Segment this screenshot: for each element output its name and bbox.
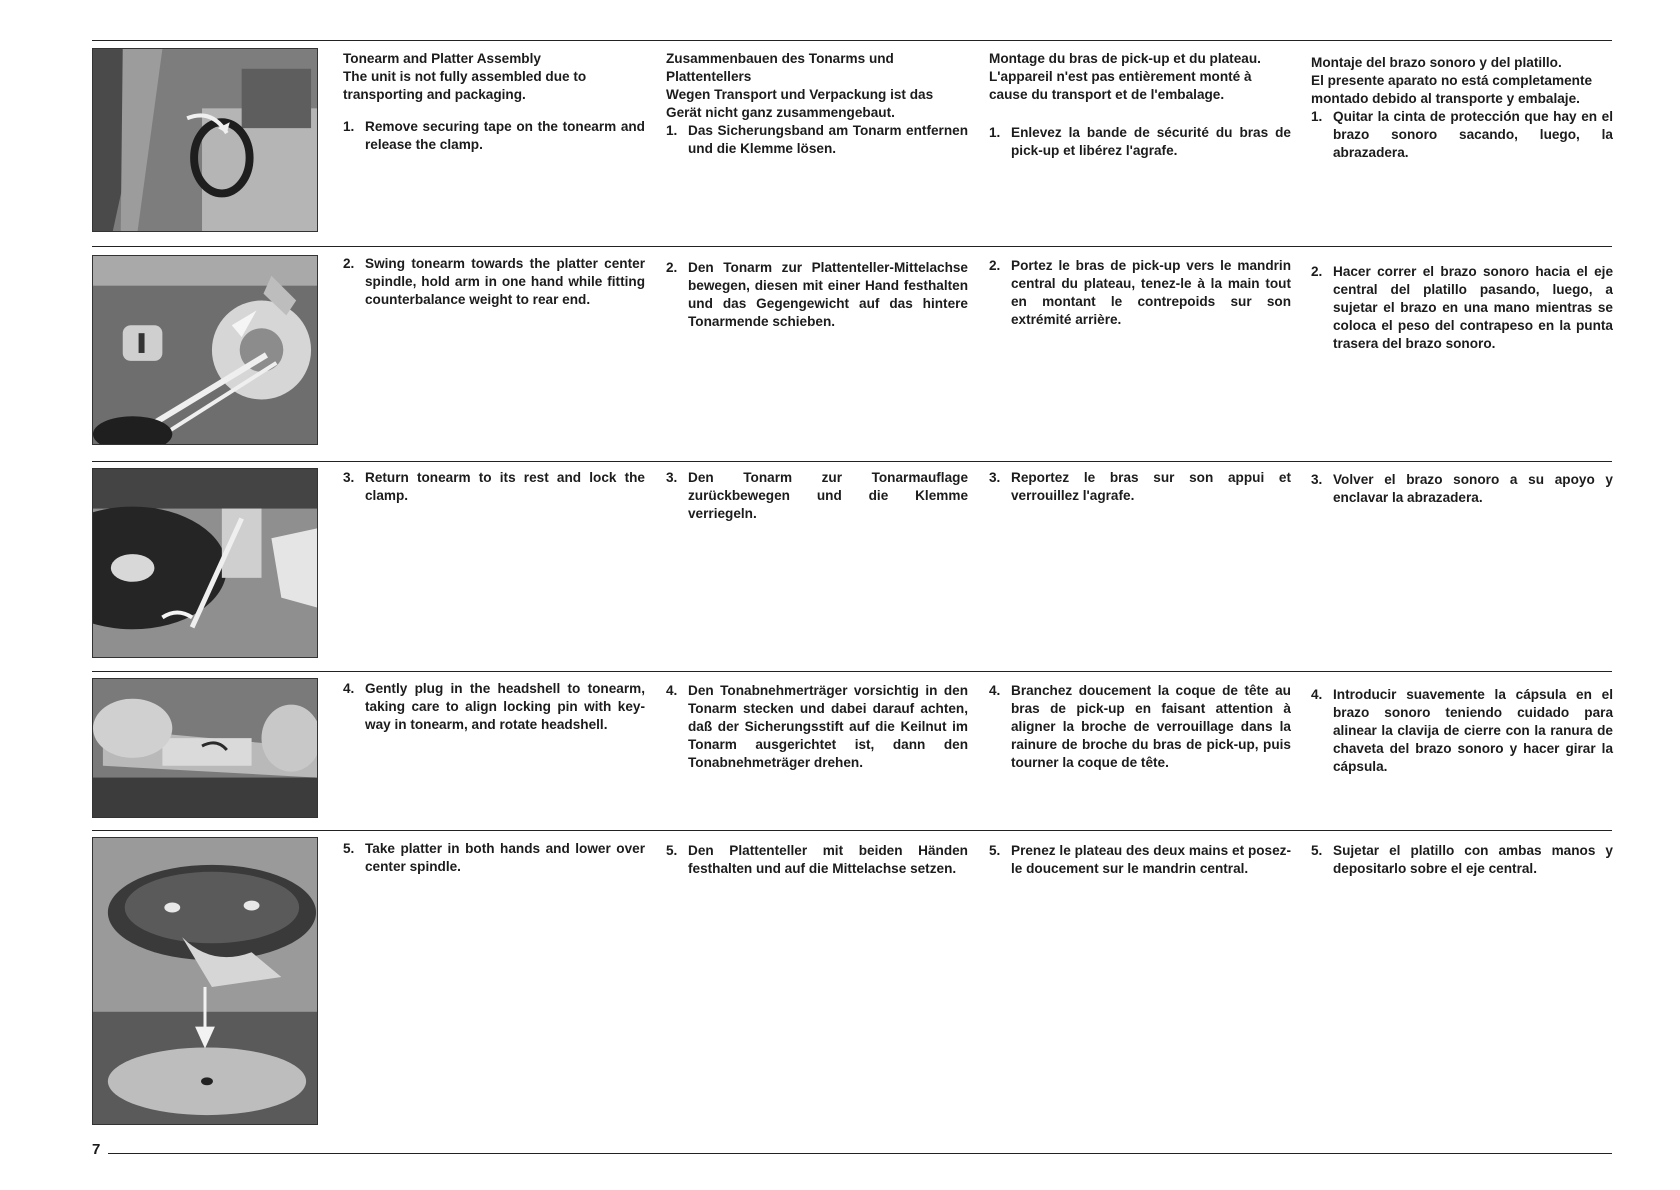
instruction-item (989, 842, 1291, 878)
item-text: Volver el brazo sonoro a su apoyo y enclavar la abrazadera. (1333, 472, 1613, 505)
footer-rule (108, 1153, 1612, 1154)
instruction-item (989, 469, 1291, 505)
intro-spanish: El presente aparato no está completamente montado debido al transporte y embalaje. (1311, 73, 1593, 106)
step-divider (92, 246, 1612, 247)
step4-german (666, 682, 968, 772)
step2-french (989, 257, 1291, 329)
item-text: Gently plug in the headshell to tonearm, taking care to align locking pin with key-way in tonearm, and rotate headshell. (365, 681, 645, 732)
intro-german: Wegen Transport und Verpackung ist das Gerät nicht ganz zusammengebaut. (666, 87, 934, 120)
instruction-item (343, 469, 645, 505)
instruction-item (343, 255, 645, 309)
item-number: 3. (343, 470, 355, 485)
instruction-item (666, 682, 968, 772)
item-text: Portez le bras de pick-up vers le mandrin central du plateau, tenez-le à la main tout en montant le contrepoids sur son extrémité arrière. (1011, 258, 1291, 327)
step1-german (666, 50, 968, 158)
heading-english: Tonearm and Platter Assembly (343, 51, 541, 66)
instruction-item (989, 682, 1291, 772)
photo-counterweight (92, 255, 318, 445)
item-number: 1. (1311, 109, 1323, 124)
step3-german (666, 469, 968, 523)
instruction-item (343, 118, 645, 154)
item-text: Den Plattenteller mit beiden Händen festhalten und auf die Mittelachse setzen. (688, 843, 968, 876)
item-number: 3. (989, 470, 1001, 485)
item-text: Enlevez la bande de sécurité du bras de pick-up et libérez l'agrafe. (1011, 125, 1291, 158)
instruction-item (989, 124, 1291, 160)
item-text: Branchez doucement la coque de tête au bras de pick-up en faisant attention à aligner la broche de verrouillage dans la rainure de broche du bras de pick-up, puis tourner la coque de tête. (1011, 683, 1291, 770)
item-text: Hacer correr el brazo sonoro hacia el eje central del platillo pasando, luego, a sujetar el brazo en una mano mientras se coloca el peso del contrapeso en la punta trasera del brazo sonoro. (1333, 264, 1613, 351)
step4-english (343, 680, 645, 734)
heading-french: Montage du bras de pick-up et du plateau. (989, 51, 1261, 66)
item-number: 4. (1311, 687, 1323, 702)
step1-english (343, 50, 645, 154)
step5-english (343, 840, 645, 876)
step-divider (92, 40, 1612, 41)
item-text: Return tonearm to its rest and lock the clamp. (365, 470, 645, 503)
step5-spanish (1311, 842, 1613, 878)
step3-english (343, 469, 645, 505)
item-text: Quitar la cinta de protección que hay en el brazo sonoro sacando, luego, la abrazadera. (1333, 109, 1613, 160)
step3-spanish (1311, 471, 1613, 507)
item-number: 3. (666, 470, 678, 485)
item-text: Sujetar el platillo con ambas manos y depositarlo sobre el eje central. (1333, 843, 1613, 876)
step-divider (92, 671, 1612, 672)
item-text: Remove securing tape on the tonearm and release the clamp. (365, 119, 645, 152)
item-text: Den Tonabnehmerträger vorsichtig in den Tonarm stecken und dabei darauf achten, daß der Sicherungsstift auf die Keilnut im Tonarm ausgerichtet ist, dann den Tonabnehmeträger drehen. (688, 683, 968, 770)
item-number: 2. (1311, 264, 1323, 279)
step1-spanish (1311, 54, 1613, 162)
step5-french (989, 842, 1291, 878)
item-number: 5. (666, 843, 678, 858)
step4-spanish (1311, 686, 1613, 776)
step2-english (343, 255, 645, 309)
page-number: 7 (92, 1141, 101, 1158)
instruction-item (666, 842, 968, 878)
photo-headshell (92, 678, 318, 818)
item-text: Swing tonearm towards the platter center spindle, hold arm in one hand while fitting counterbalance weight to rear end. (365, 256, 645, 307)
instruction-item (343, 680, 645, 734)
item-number: 1. (666, 123, 678, 138)
item-number: 4. (343, 681, 355, 696)
item-number: 4. (666, 683, 678, 698)
heading-german: Zusammenbauen des Tonarms und Plattentellers (666, 51, 894, 84)
item-text: Prenez le plateau des deux mains et posez-le doucement sur le mandrin central. (1011, 843, 1291, 876)
instruction-item (666, 469, 968, 523)
item-number: 4. (989, 683, 1001, 698)
instruction-item (1311, 471, 1613, 507)
item-number: 3. (1311, 472, 1323, 487)
item-number: 5. (343, 841, 355, 856)
step2-spanish (1311, 263, 1613, 353)
item-text: Reportez le bras sur son appui et verrouillez l'agrafe. (1011, 470, 1291, 503)
item-number: 1. (989, 125, 1001, 140)
step4-french (989, 682, 1291, 772)
item-text: Den Tonarm zur Plattenteller-Mittelachse bewegen, diesen mit einer Hand festhalten und das Gegengewicht auf das hintere Tonarmende schieben. (688, 260, 968, 329)
item-text: Das Sicherungsband am Tonarm entfernen und die Klemme lösen. (688, 123, 968, 156)
item-number: 1. (343, 119, 355, 134)
item-number: 5. (989, 843, 1001, 858)
item-text: Take platter in both hands and lower over center spindle. (365, 841, 645, 874)
step-divider (92, 461, 1612, 462)
instruction-item (989, 257, 1291, 329)
instruction-item (666, 259, 968, 331)
photo-platter (92, 837, 318, 1125)
instruction-item (1311, 108, 1613, 162)
step1-french (989, 50, 1291, 160)
item-number: 2. (989, 258, 1001, 273)
instruction-item (1311, 842, 1613, 878)
instruction-item (1311, 686, 1613, 776)
photo-tonearm-rest (92, 468, 318, 658)
step5-german (666, 842, 968, 878)
heading-spanish: Montaje del brazo sonoro y del platillo. (1311, 55, 1562, 70)
instruction-item (343, 840, 645, 876)
intro-english: The unit is not fully assembled due to transporting and packaging. (343, 69, 587, 102)
item-number: 2. (666, 260, 678, 275)
step-divider (92, 830, 1612, 831)
instruction-item (666, 122, 968, 158)
intro-french: L'appareil n'est pas entièrement monté à cause du transport et de l'embalage. (989, 69, 1252, 102)
instruction-item (1311, 263, 1613, 353)
item-number: 2. (343, 256, 355, 271)
item-text: Den Tonarm zur Tonarmauflage zurückbewegen und die Klemme verriegeln. (688, 470, 968, 521)
step2-german (666, 259, 968, 331)
photo-tonearm-clamp (92, 48, 318, 232)
step3-french (989, 469, 1291, 505)
item-number: 5. (1311, 843, 1323, 858)
item-text: Introducir suavemente la cápsula en el brazo sonoro teniendo cuidado para alinear la clavija de cierre con la ranura de chaveta del brazo sonoro y hacer girar la cápsula. (1333, 687, 1613, 774)
